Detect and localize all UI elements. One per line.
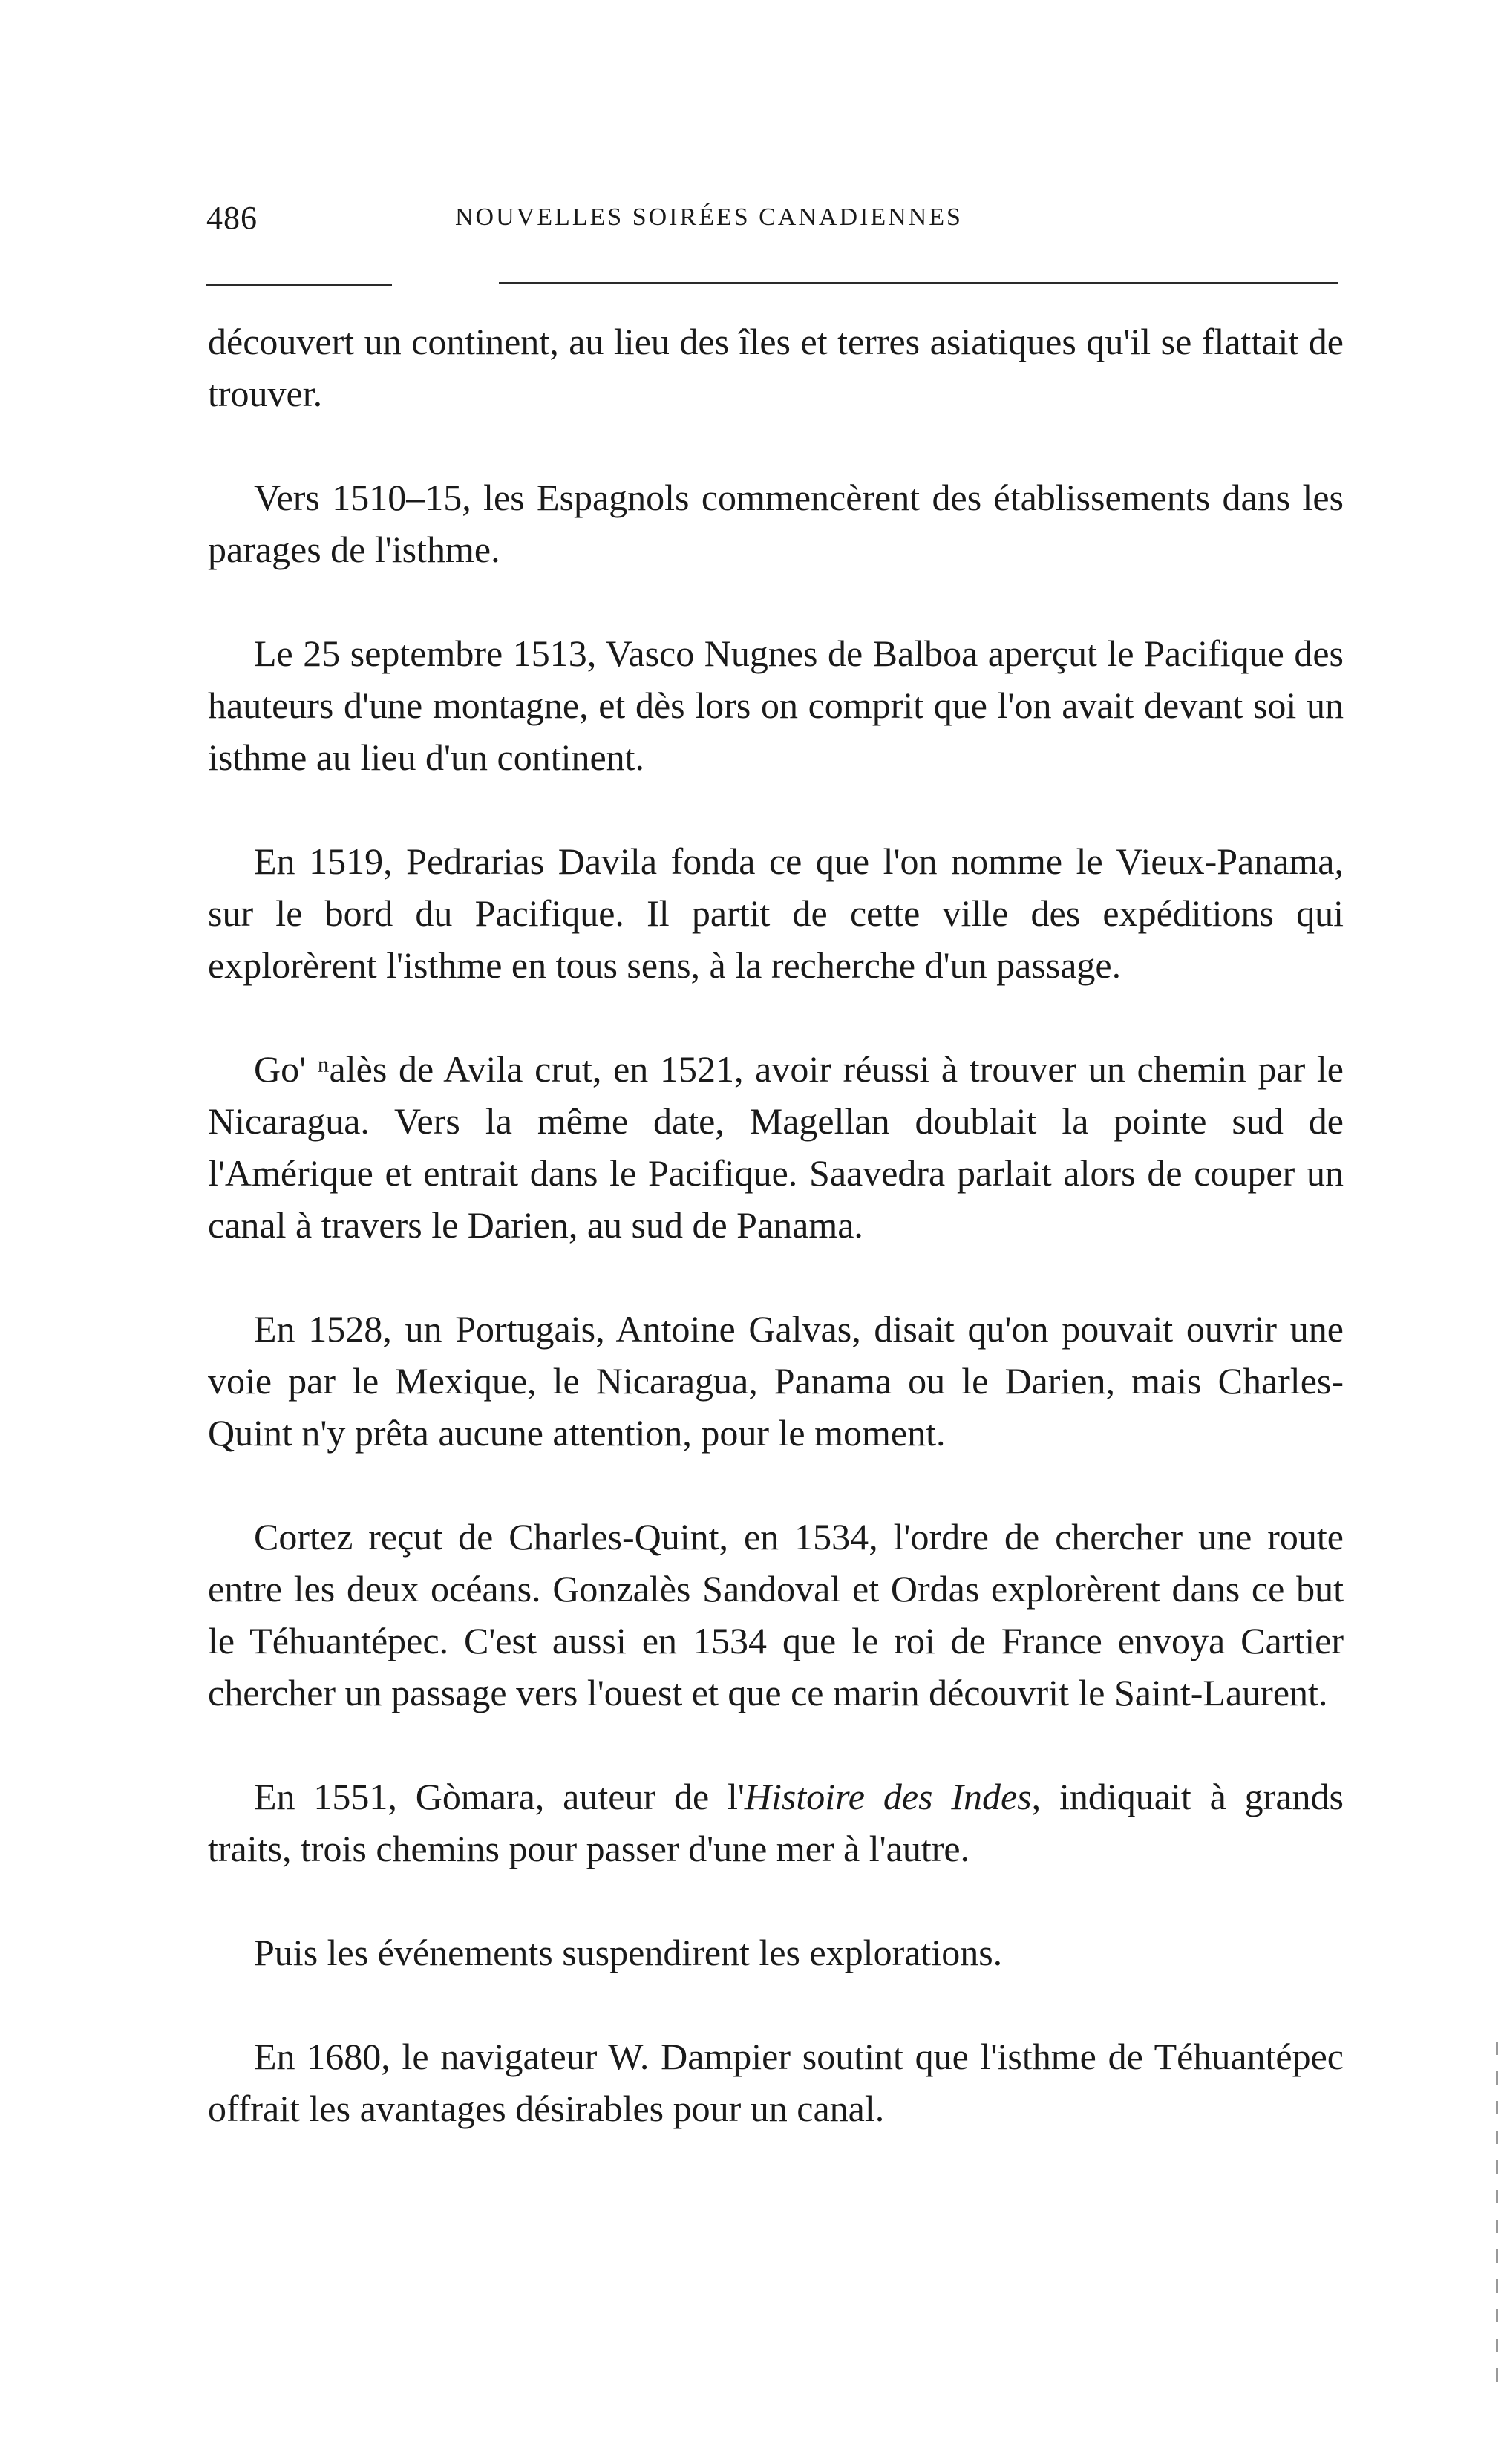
paragraph-8-before: En 1551, Gòmara, auteur de l' [254, 1776, 745, 1817]
page-number: 486 [206, 200, 258, 236]
paragraph-6: En 1528, un Portugais, Antoine Galvas, disait qu'on pouvait ouvrir une voie par le Mexique, le Nicaragua, Panama ou le Darien, mais Charles-Quint n'y prêta aucune attention, pour le moment. [208, 1308, 1344, 1454]
paragraph-8 [208, 1771, 1344, 1875]
scan-margin-mark [1496, 2042, 1498, 2383]
body-text [208, 316, 1344, 2134]
running-title: NOUVELLES SOIRÉES CANADIENNES [455, 203, 963, 231]
paragraph-7: Cortez reçut de Charles-Quint, en 1534, l'ordre de chercher une route entre les deux océans. Gonzalès Sandoval et Ordas explorèrent dans ce but le Téhuantépec. C'est aussi en 1534 que le roi de France envoya Cartier chercher un passage vers l'ouest et que ce marin découvrit le Saint-Laurent. [208, 1516, 1344, 1713]
paragraph-1: découvert un continent, au lieu des îles et terres asiatiques qu'il se flattait de trouver. [208, 321, 1344, 414]
header-rule-right [499, 282, 1338, 284]
paragraph-3: Le 25 septembre 1513, Vasco Nugnes de Balboa aperçut le Pacifique des hauteurs d'une montagne, et dès lors on comprit que l'on avait devant soi un isthme au lieu d'un continent. [208, 633, 1344, 778]
book-title: Histoire des Indes [744, 1776, 1032, 1817]
header-rule-left [206, 284, 392, 286]
paragraph-10: En 1680, le navigateur W. Dampier soutint que l'isthme de Téhuantépec offrait les avantages désirables pour un canal. [208, 2036, 1344, 2129]
paragraph-2: Vers 1510–15, les Espagnols commencèrent des établissements dans les parages de l'isthme. [208, 477, 1344, 570]
paragraph-4: En 1519, Pedrarias Davila fonda ce que l'on nomme le Vieux-Panama, sur le bord du Pacifique. Il partit de cette ville des expéditions qui explorèrent l'isthme en tous sens, à la recherche d'un passage. [208, 840, 1344, 986]
paragraph-5: Go' ⁿalès de Avila crut, en 1521, avoir réussi à trouver un chemin par le Nicaragua. Vers la même date, Magellan doublait la pointe sud de l'Amérique et entrait dans le Pacifique. Saavedra parlait alors de couper un canal à travers le Darien, au sud de Panama. [208, 1048, 1344, 1246]
paragraph-8-after: , indiquait à grands traits, trois chemins pour passer d'une mer à l'autre. [208, 1776, 1344, 1869]
page-header [206, 199, 1342, 251]
paragraph-9: Puis les événements suspendirent les explorations. [254, 1932, 1003, 1973]
